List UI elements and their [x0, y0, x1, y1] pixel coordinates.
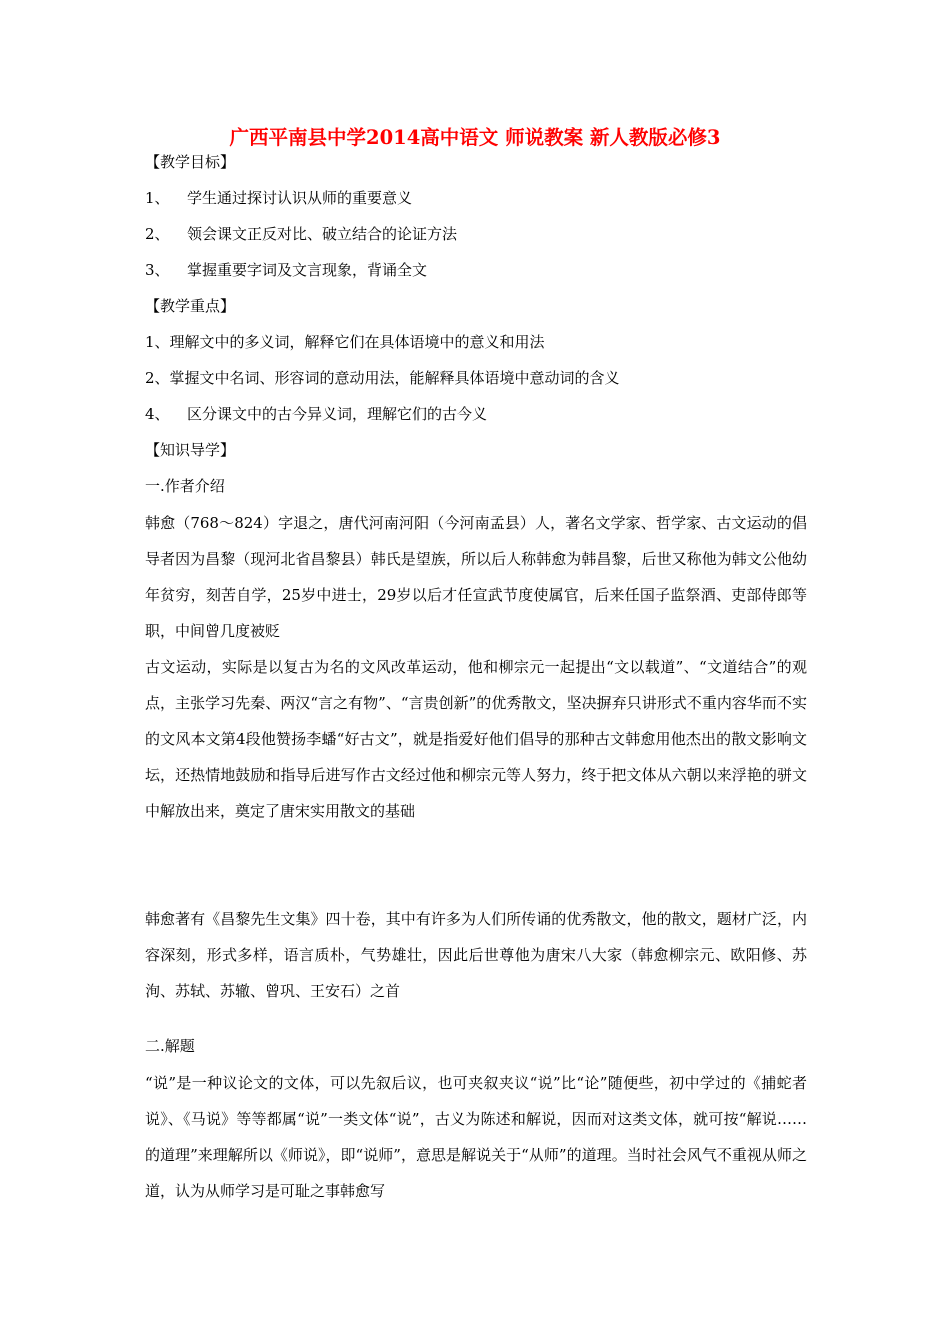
- section-heading-guide: 【知识导学】: [145, 441, 236, 459]
- works-paragraph: [145, 901, 807, 1009]
- paragraph-text: 韩愈（768～824）字退之，唐代河南河阳（今河南孟县）人，著名文学家、哲学家、古文运动的倡导者因为昌黎（现河北省昌黎县）韩氏是望族，所以后人称韩愈为韩昌黎，后世又称他为韩文公他幼年贫穷，刻苦自学，25岁中进士，29岁以后才任宣武节度使属官，后来任国子监祭酒、吏部侍郎等职，中间曾几度被贬: [145, 514, 807, 640]
- goal-text: 掌握重要字词及文言现象，背诵全文: [187, 261, 428, 279]
- focus-item: 1、理解文中的多义词，解释它们在具体语境中的意义和用法: [145, 333, 545, 351]
- subheading-author: 一.作者介绍: [145, 477, 225, 495]
- author-paragraph: [145, 505, 807, 649]
- goal-number: 3、: [145, 261, 170, 279]
- focus-text: 区分课文中的古今异义词，理解它们的古今义: [187, 405, 488, 423]
- genre-paragraph: [145, 1065, 807, 1209]
- movement-paragraph: [145, 649, 807, 829]
- section-heading-focus: 【教学重点】: [145, 297, 236, 315]
- focus-number: 4、: [145, 405, 170, 423]
- goal-item: [145, 259, 427, 280]
- subheading-title-explained: 二.解题: [145, 1037, 195, 1055]
- goal-item: [145, 187, 412, 208]
- section-heading-goals: 【教学目标】: [145, 153, 236, 171]
- goal-text: 学生通过探讨认识从师的重要意义: [187, 189, 413, 207]
- paragraph-text: “说”是一种议论文的文体，可以先叙后议，也可夹叙夹议“说”比“论”随便些，初中学过的《捕蛇者说》、《马说》等等都属“说”一类文体“说”，古义为陈述和解说，因而对这类文体，就可按“解说……的道理”来理解所以《师说》，即“说师”，意思是解说关于“从师”的道理。当时社会风气不重视从师之道，认为从师学习是可耻之事韩愈写: [145, 1074, 807, 1200]
- paragraph-text: 古文运动，实际是以复古为名的文风改革运动，他和柳宗元一起提出“文以载道”、“文道结合”的观点，主张学习先秦、两汉“言之有物”、“言贵创新”的优秀散文，坚决摒弃只讲形式不重内容华而不实的文风本文第4段他赞扬李蟠“好古文”，就是指爱好他们倡导的那种古文韩愈用他杰出的散文影响文坛，还热情地鼓励和指导后进写作古文经过他和柳宗元等人努力，终于把文体从六朝以来浮艳的骈文中解放出来，奠定了唐宋实用散文的基础: [145, 658, 807, 820]
- document-title: 广西平南县中学2014高中语文 师说教案 新人教版必修3: [229, 126, 721, 149]
- goal-number: 1、: [145, 189, 170, 207]
- goal-item: [145, 223, 457, 244]
- focus-item: 2、掌握文中名词、形容词的意动用法，能解释具体语境中意动词的含义: [145, 369, 620, 387]
- paragraph-text: 韩愈著有《昌黎先生文集》四十卷，其中有许多为人们所传诵的优秀散文，他的散文，题材广泛，内容深刻，形式多样，语言质朴，气势雄壮，因此后世尊他为唐宋八大家（韩愈柳宗元、欧阳修、苏洵、苏轼、苏辙、曾巩、王安石）之首: [145, 910, 807, 1000]
- focus-item: [145, 403, 487, 424]
- goal-text: 领会课文正反对比、破立结合的论证方法: [187, 225, 458, 243]
- goal-number: 2、: [145, 225, 170, 243]
